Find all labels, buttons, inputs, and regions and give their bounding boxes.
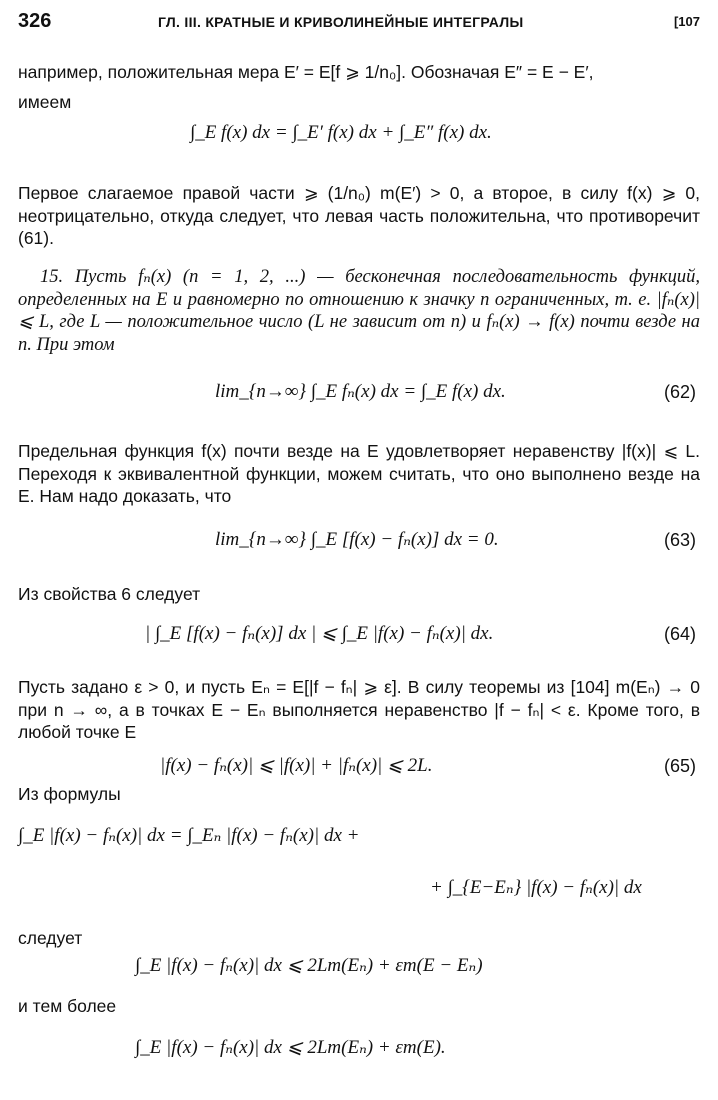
page-header <box>18 10 700 32</box>
formula-66b: + ∫_{E−Eₙ} |f(x) − fₙ(x)| dx <box>430 877 642 898</box>
formula-63: lim_{n→∞} ∫_E [f(x) − fₙ(x)] dx = 0. <box>215 529 499 550</box>
equation-number: (62) <box>663 382 696 402</box>
formula: ∫_E f(x) dx = ∫_E′ f(x) dx + ∫_E″ f(x) dx. <box>190 122 492 143</box>
theorem-paragraph: 15. Пусть fₙ(x) (n = 1, 2, ...) — бесконечная последовательность функций, определенных на E и равномерно по отношению к значку n ограниченных, т. е. |fₙ(x)| ⩽ L, где L — положительное число (L не зависит от n) и fₙ(x) → f(x) почти везде на n. При этом <box>18 267 700 355</box>
equation-number: (64) <box>663 624 696 644</box>
section-number: [107 <box>673 14 700 29</box>
formula-66a: ∫_E |f(x) − fₙ(x)| dx = ∫_Eₙ |f(x) − fₙ(x)| dx + <box>18 825 360 846</box>
text-line: следует <box>18 928 83 948</box>
formula-64: | ∫_E [f(x) − fₙ(x)] dx | ⩽ ∫_E |f(x) − fₙ(x)| dx. <box>145 623 494 644</box>
formula-65: |f(x) − fₙ(x)| ⩽ |f(x)| + |fₙ(x)| ⩽ 2L. <box>160 755 433 776</box>
running-title: ГЛ. III. КРАТНЫЕ И КРИВОЛИНЕЙНЫЕ ИНТЕГРАЛЫ <box>158 14 524 30</box>
formula-62: lim_{n→∞} ∫_E fₙ(x) dx = ∫_E f(x) dx. <box>215 381 506 402</box>
text-line: Из свойства 6 следует <box>18 584 201 604</box>
formula-68: ∫_E |f(x) − fₙ(x)| dx ⩽ 2Lm(Eₙ) + εm(E). <box>135 1037 446 1058</box>
formula-67: ∫_E |f(x) − fₙ(x)| dx ⩽ 2Lm(Eₙ) + εm(E − Eₙ) <box>135 955 483 976</box>
text-line: Из формулы <box>18 784 121 804</box>
text-line: и тем более <box>18 996 117 1016</box>
equation-number: (65) <box>663 756 696 776</box>
paragraph: Пусть задано ε > 0, и пусть Eₙ = E[|f − fₙ| ⩾ ε]. В силу теоремы из [104] m(Eₙ) → 0 при n → ∞, а в точках E − Eₙ выполняется неравенство |f − fₙ| < ε. Кроме того, в любой точке E <box>18 677 700 742</box>
text-line: имеем <box>18 92 72 112</box>
equation-number: (63) <box>663 530 696 550</box>
paragraph: Предельная функция f(x) почти везде на E удовлетворяет неравенству |f(x)| ⩽ L. Переходя к эквивалентной функции, можем считать, что оно выполнено везде на E. Нам надо доказать, что <box>18 441 700 506</box>
paragraph: Первое слагаемое правой части ⩾ (1/n₀) m(E′) > 0, а второе, в силу f(x) ⩾ 0, неотрицательно, откуда следует, что левая часть положительна, что противоречит (61). <box>18 183 700 248</box>
text-line: например, положительная мера E′ = E[f ⩾ 1/n₀]. Обозначая E″ = E − E′, <box>18 62 594 82</box>
page-number: 326 <box>18 10 52 32</box>
